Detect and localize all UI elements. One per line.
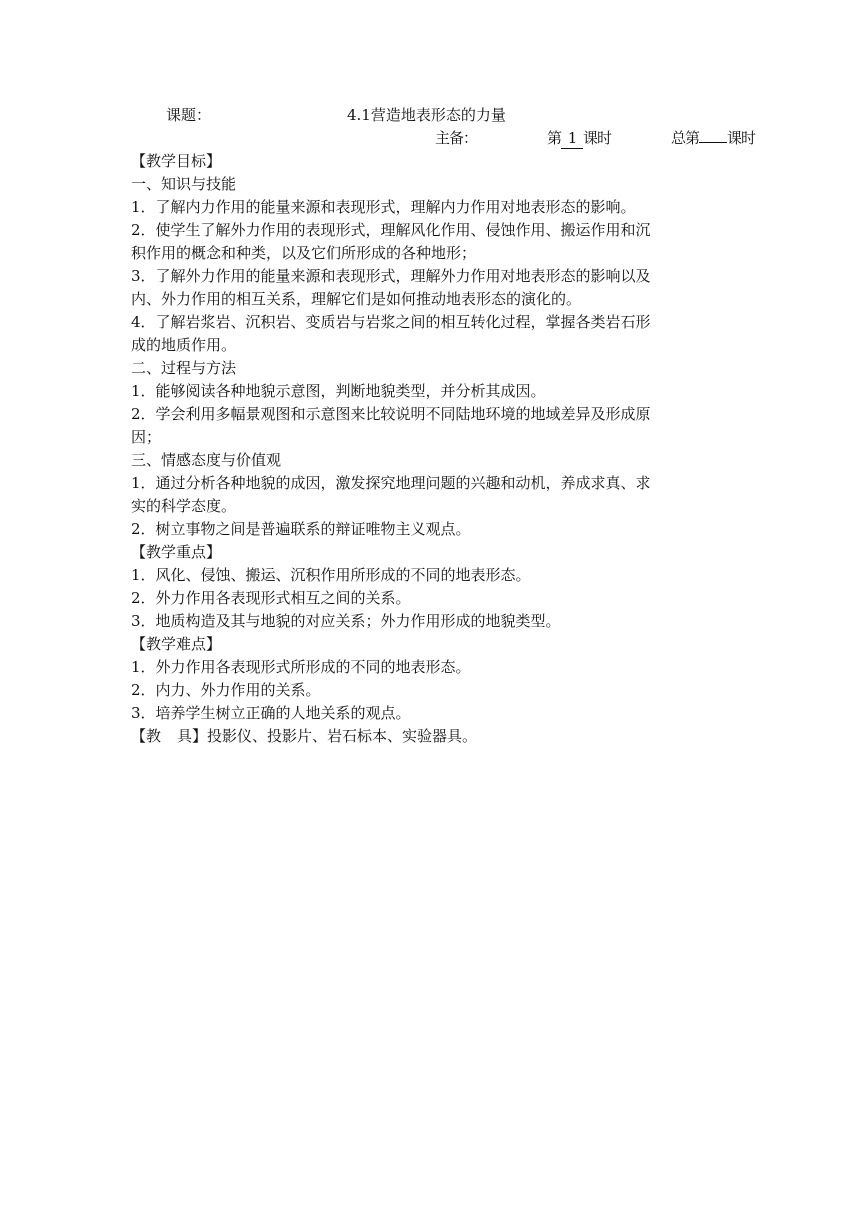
topic-label: 课题： <box>166 106 212 124</box>
period-field <box>547 127 611 150</box>
topic-row <box>131 104 731 127</box>
process-item <box>131 380 731 403</box>
knowledge-item-line: 3．了解外力作用的能量来源和表现形式，理解外力作用对地表形态的影响以及 <box>131 267 651 285</box>
total-suffix: 课时 <box>727 129 756 147</box>
tools-row <box>131 725 731 748</box>
knowledge-item-line: 积作用的概念和种类，以及它们所形成的各种地形； <box>131 244 477 262</box>
process-item-line: 2．学会利用多幅景观图和示意图来比较说明不同陆地环境的地域差异及形成原 <box>131 405 651 423</box>
knowledge-item <box>131 265 731 311</box>
process-item-line: 因； <box>131 428 162 446</box>
process-item-line: 1．能够阅读各种地貌示意图，判断地貌类型，并分析其成因。 <box>131 382 546 400</box>
knowledge-item <box>131 196 731 219</box>
total-number-blank <box>699 142 727 143</box>
total-period-field <box>671 127 755 150</box>
process-heading: 二、过程与方法 <box>131 359 237 377</box>
attitude-item <box>131 472 731 518</box>
period-prefix: 第 <box>547 129 562 147</box>
knowledge-item-line: 2．使学生了解外力作用的表现形式，理解风化作用、侵蚀作用、搬运作用和沉 <box>131 221 651 239</box>
knowledge-item <box>131 311 731 357</box>
knowledge-item-line: 成的地质作用。 <box>131 336 237 354</box>
period-suffix: 课时 <box>583 129 612 147</box>
attitude-item <box>131 518 731 541</box>
meta-row <box>131 127 756 150</box>
process-item <box>131 403 731 449</box>
knowledge-item-line: 1．了解内力作用的能量来源和表现形式，理解内力作用对地表形态的影响。 <box>131 198 636 216</box>
attitude-heading: 三、情感态度与价值观 <box>131 451 282 469</box>
attitude-item-line: 实的科学态度。 <box>131 497 237 515</box>
total-prefix: 总第 <box>671 129 700 147</box>
difficulty-item: 1．外力作用各表现形式所形成的不同的地表形态。 <box>131 658 471 676</box>
difficulty-item: 3．培养学生树立正确的人地关系的观点。 <box>131 704 411 722</box>
period-number: 1 <box>561 129 583 149</box>
attitude-item-line: 2．树立事物之间是普遍联系的辩证唯物主义观点。 <box>131 520 471 538</box>
topic-title: 4.1营造地表形态的力量 <box>347 106 506 124</box>
tools-label: 教具 <box>146 727 193 745</box>
editor-label: 主备： <box>435 129 478 147</box>
attitude-item-line: 1．通过分析各种地貌的成因，激发探究地理问题的兴趣和动机，养成求真、求 <box>131 474 651 492</box>
tools-content: 投影仪、投影片、岩石标本、实验器具。 <box>207 727 478 745</box>
difficulties-heading: 【教学难点】 <box>131 635 222 653</box>
key-point-item: 3．地质构造及其与地貌的对应关系；外力作用形成的地貌类型。 <box>131 612 561 630</box>
tools-bracket-open: 【 <box>131 727 147 745</box>
difficulty-item: 2．内力、外力作用的关系。 <box>131 681 321 699</box>
key-point-item: 2．外力作用各表现形式相互之间的关系。 <box>131 589 411 607</box>
knowledge-item-line: 4．了解岩浆岩、沉积岩、变质岩与岩浆之间的相互转化过程，掌握各类岩石形 <box>131 313 651 331</box>
knowledge-item-line: 内、外力作用的相互关系，理解它们是如何推动地表形态的演化的。 <box>131 290 582 308</box>
knowledge-item <box>131 219 731 265</box>
key-points-heading: 【教学重点】 <box>131 543 222 561</box>
tools-bracket-close: 】 <box>192 727 208 745</box>
objectives-heading: 【教学目标】 <box>131 152 222 170</box>
lesson-plan-document <box>131 104 756 748</box>
knowledge-heading: 一、知识与技能 <box>131 175 237 193</box>
key-point-item: 1．风化、侵蚀、搬运、沉积作用所形成的不同的地表形态。 <box>131 566 531 584</box>
